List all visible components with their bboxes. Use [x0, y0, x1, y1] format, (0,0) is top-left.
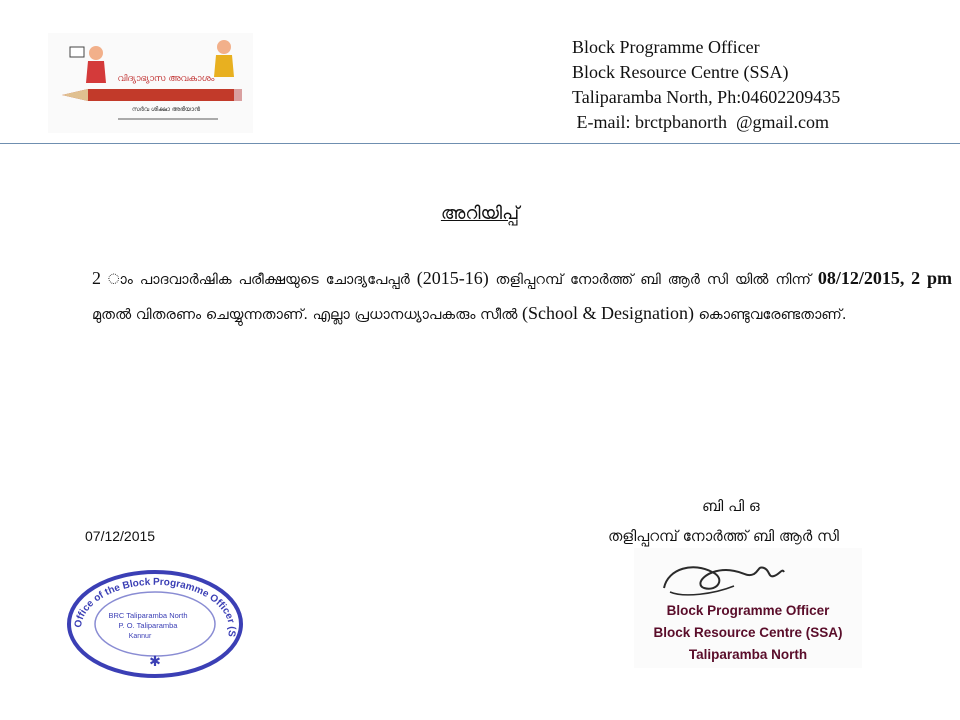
stamp-outer-text: Office of the Block Programme Officer (S: [72, 576, 238, 638]
seal-line-3: Taliparamba North: [688, 647, 808, 662]
body-seg-datetime: 08/12/2015, 2 pm: [817, 268, 952, 288]
stamp-line-1: BRC Taliparamba North: [108, 611, 188, 620]
body-seg-number: 2: [92, 268, 108, 288]
seal-line-1: Block Programme Officer: [666, 603, 830, 618]
notice-date: 07/12/2015: [85, 528, 156, 544]
seal-line-2: Block Resource Centre (SSA): [653, 625, 843, 640]
signature-title: ബി പി ഒ: [702, 497, 760, 515]
address-line-2: Block Resource Centre (SSA): [572, 62, 789, 82]
stamp-line-3: Kannur: [128, 633, 152, 640]
notice-body: [92, 262, 952, 332]
body-seg-seal-type: (School & Designation): [521, 303, 699, 323]
officer-seal: [634, 548, 862, 668]
address-line-1: Block Programme Officer: [572, 37, 760, 57]
stamp-star-icon: ✱: [149, 654, 161, 670]
body-seg-exam: ാം പാദവാർഷിക പരീക്ഷയുടെ ചോദ്യപേപ്പർ: [107, 272, 417, 288]
ssa-logo-graphic: [48, 33, 253, 133]
signature-office: തളിപ്പറമ്പ് നോർത്ത് ബി ആർ സി: [608, 527, 839, 545]
logo-subtitle: സർവ ശിക്ഷാ അഭിയാൻ: [131, 106, 201, 113]
body-seg-bring: കൊണ്ടുവരേണ്ടതാണ്.: [698, 307, 847, 323]
notice-title-wrap: [0, 203, 960, 224]
stamp-line-2: P. O. Taliparamba: [118, 621, 178, 630]
ssa-logo: [48, 33, 253, 133]
office-address: [572, 35, 840, 135]
email-line: E-mail: brctpbanorth @gmail.com: [572, 112, 830, 132]
office-stamp-graphic: [60, 566, 250, 681]
body-seg-year: (2015-16): [416, 268, 496, 288]
office-stamp: [60, 566, 250, 681]
body-seg-place: തളിപ്പറമ്പ് നോർത്ത് ബി ആർ സി യിൽ നിന്ന്: [495, 272, 818, 288]
logo-title: വിദ്യാഭ്യാസ അവകാശം: [117, 74, 215, 84]
body-seg-distribution: മുതൽ വിതരണം ചെയ്യുന്നതാണ്. എല്ലാ പ്രധാനധ്യാപകരും സീൽ: [92, 307, 522, 323]
address-line-3: Taliparamba North, Ph:04602209435: [572, 87, 841, 107]
header-divider: [0, 143, 960, 144]
notice-title: അറിയിപ്പ്: [440, 203, 520, 224]
